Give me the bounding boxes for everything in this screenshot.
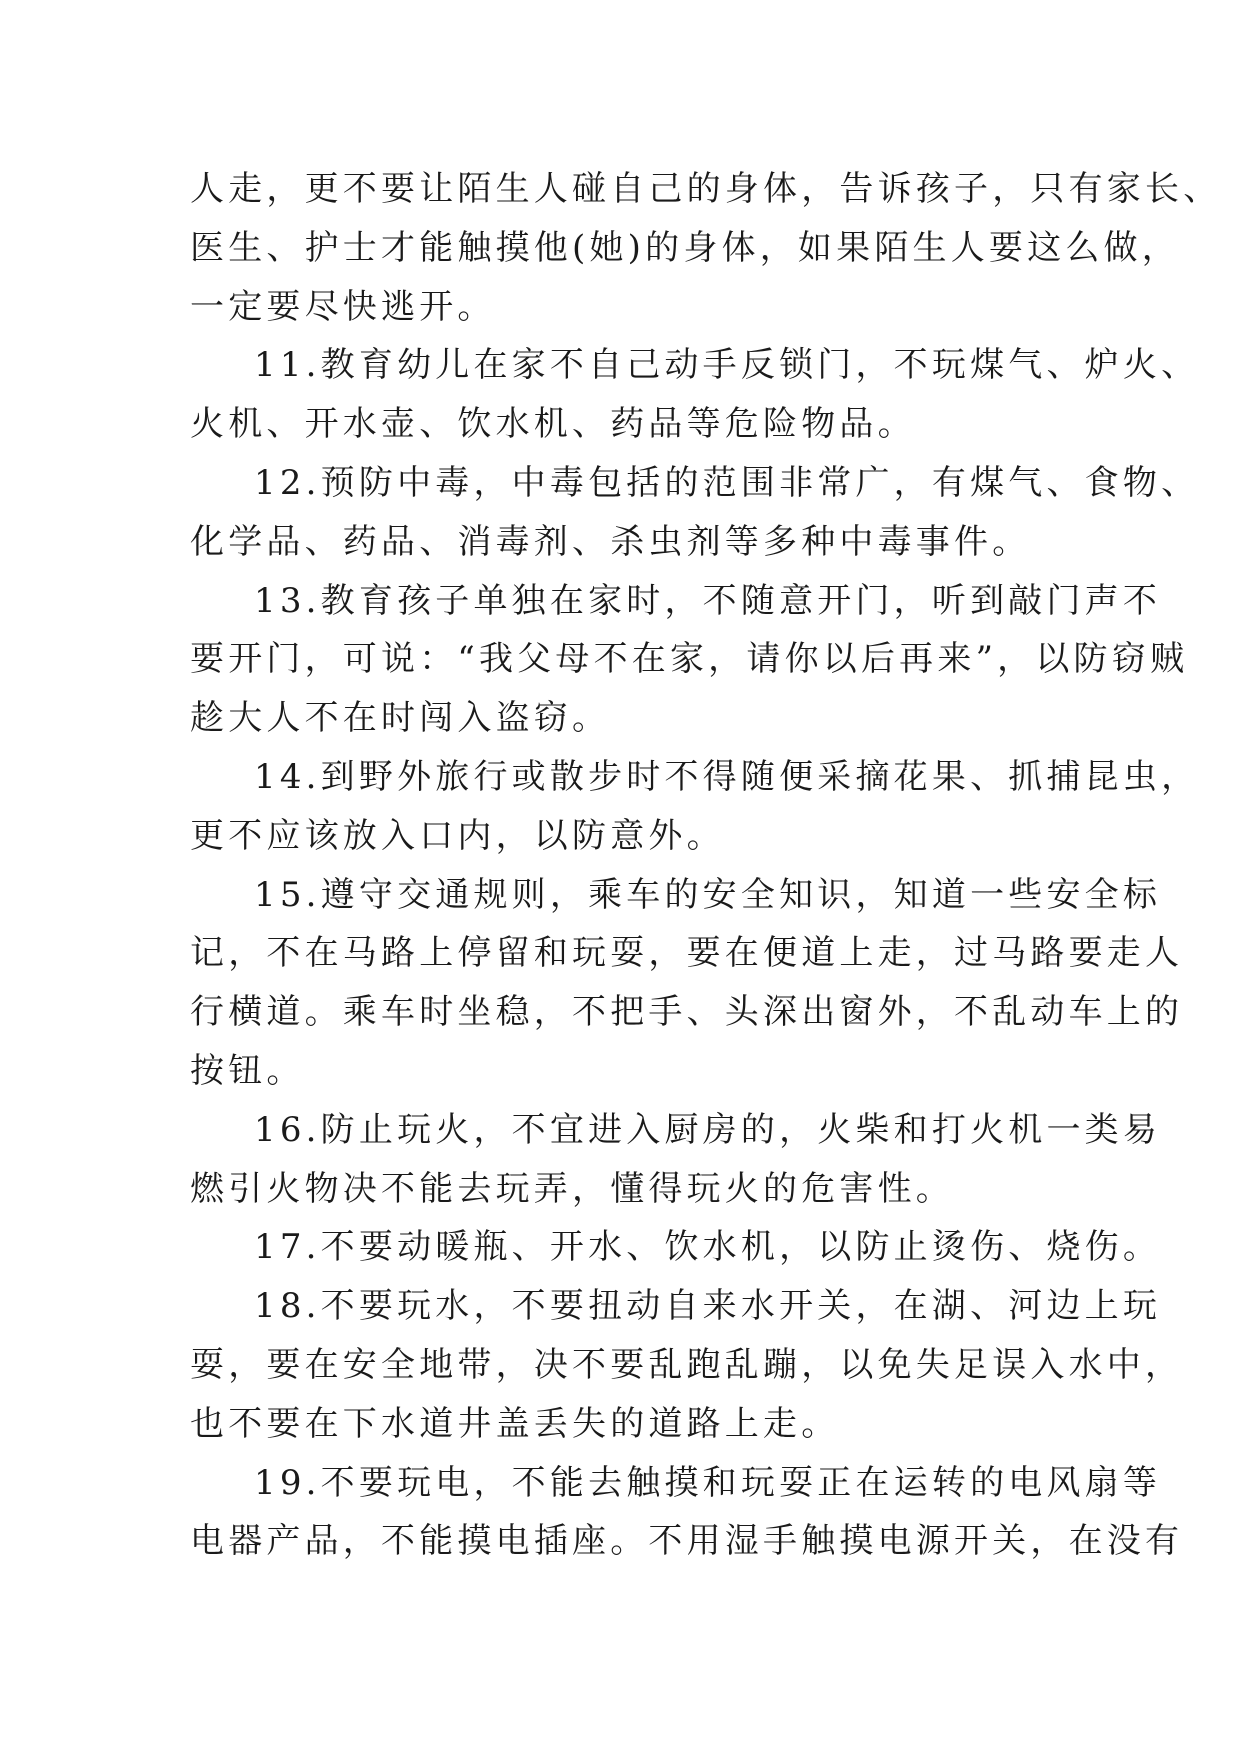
text-line: 13.教育孩子单独在家时，不随意开门，听到敲门声不 <box>254 580 1162 621</box>
text-line: 17.不要动暖瓶、开水、饮水机，以防止烫伤、烧伤。 <box>254 1227 1162 1268</box>
text-line: 记，不在马路上停留和玩耍，要在便道上走，过马路要走人 <box>190 933 1184 974</box>
text-line: 医生、护士才能触摸他(她)的身体，如果陌生人要这么做， <box>190 227 1180 268</box>
text-line: 按钮。 <box>190 1050 305 1091</box>
text-line: 趁大人不在时闯入盗窃。 <box>190 698 611 739</box>
text-line: 19.不要玩电，不能去触摸和玩耍正在运转的电风扇等 <box>254 1462 1162 1503</box>
text-line: 一定要尽快逃开。 <box>190 286 496 327</box>
text-line: 化学品、药品、消毒剂、杀虫剂等多种中毒事件。 <box>190 521 1031 562</box>
text-line: 16.防止玩火，不宜进入厨房的，火柴和打火机一类易 <box>254 1109 1162 1150</box>
text-line: 15.遵守交通规则，乘车的安全知识，知道一些安全标 <box>254 874 1162 915</box>
text-line: 12.预防中毒，中毒包括的范围非常广，有煤气、食物、 <box>254 462 1200 503</box>
text-line: 耍，要在安全地带，决不要乱跑乱蹦，以免失足误入水中， <box>190 1344 1184 1385</box>
text-line: 18.不要玩水，不要扭动自来水开关，在湖、河边上玩 <box>254 1286 1162 1327</box>
text-line: 14.到野外旅行或散步时不得随便采摘花果、抓捕昆虫， <box>254 756 1200 797</box>
text-line: 人走，更不要让陌生人碰自己的身体，告诉孩子，只有家长、 <box>190 169 1222 209</box>
text-line: 燃引火物决不能去玩弄，懂得玩火的危害性。 <box>190 1168 954 1209</box>
text-line: 要开门，可说：“我父母不在家，请你以后再来”，以防窃贼 <box>190 639 1189 680</box>
text-line: 11.教育幼儿在家不自己动手反锁门，不玩煤气、炉火、 <box>254 345 1200 386</box>
text-line: 也不要在下水道井盖丢失的道路上走。 <box>190 1403 840 1444</box>
text-line: 火机、开水壶、饮水机、药品等危险物品。 <box>190 404 916 445</box>
text-line: 行横道。乘车时坐稳，不把手、头深出窗外，不乱动车上的 <box>190 992 1184 1033</box>
text-line: 更不应该放入口内，以防意外。 <box>190 815 725 856</box>
text-line: 电器产品，不能摸电插座。不用湿手触摸电源开关，在没有 <box>190 1521 1184 1562</box>
document-body <box>190 160 1222 1571</box>
